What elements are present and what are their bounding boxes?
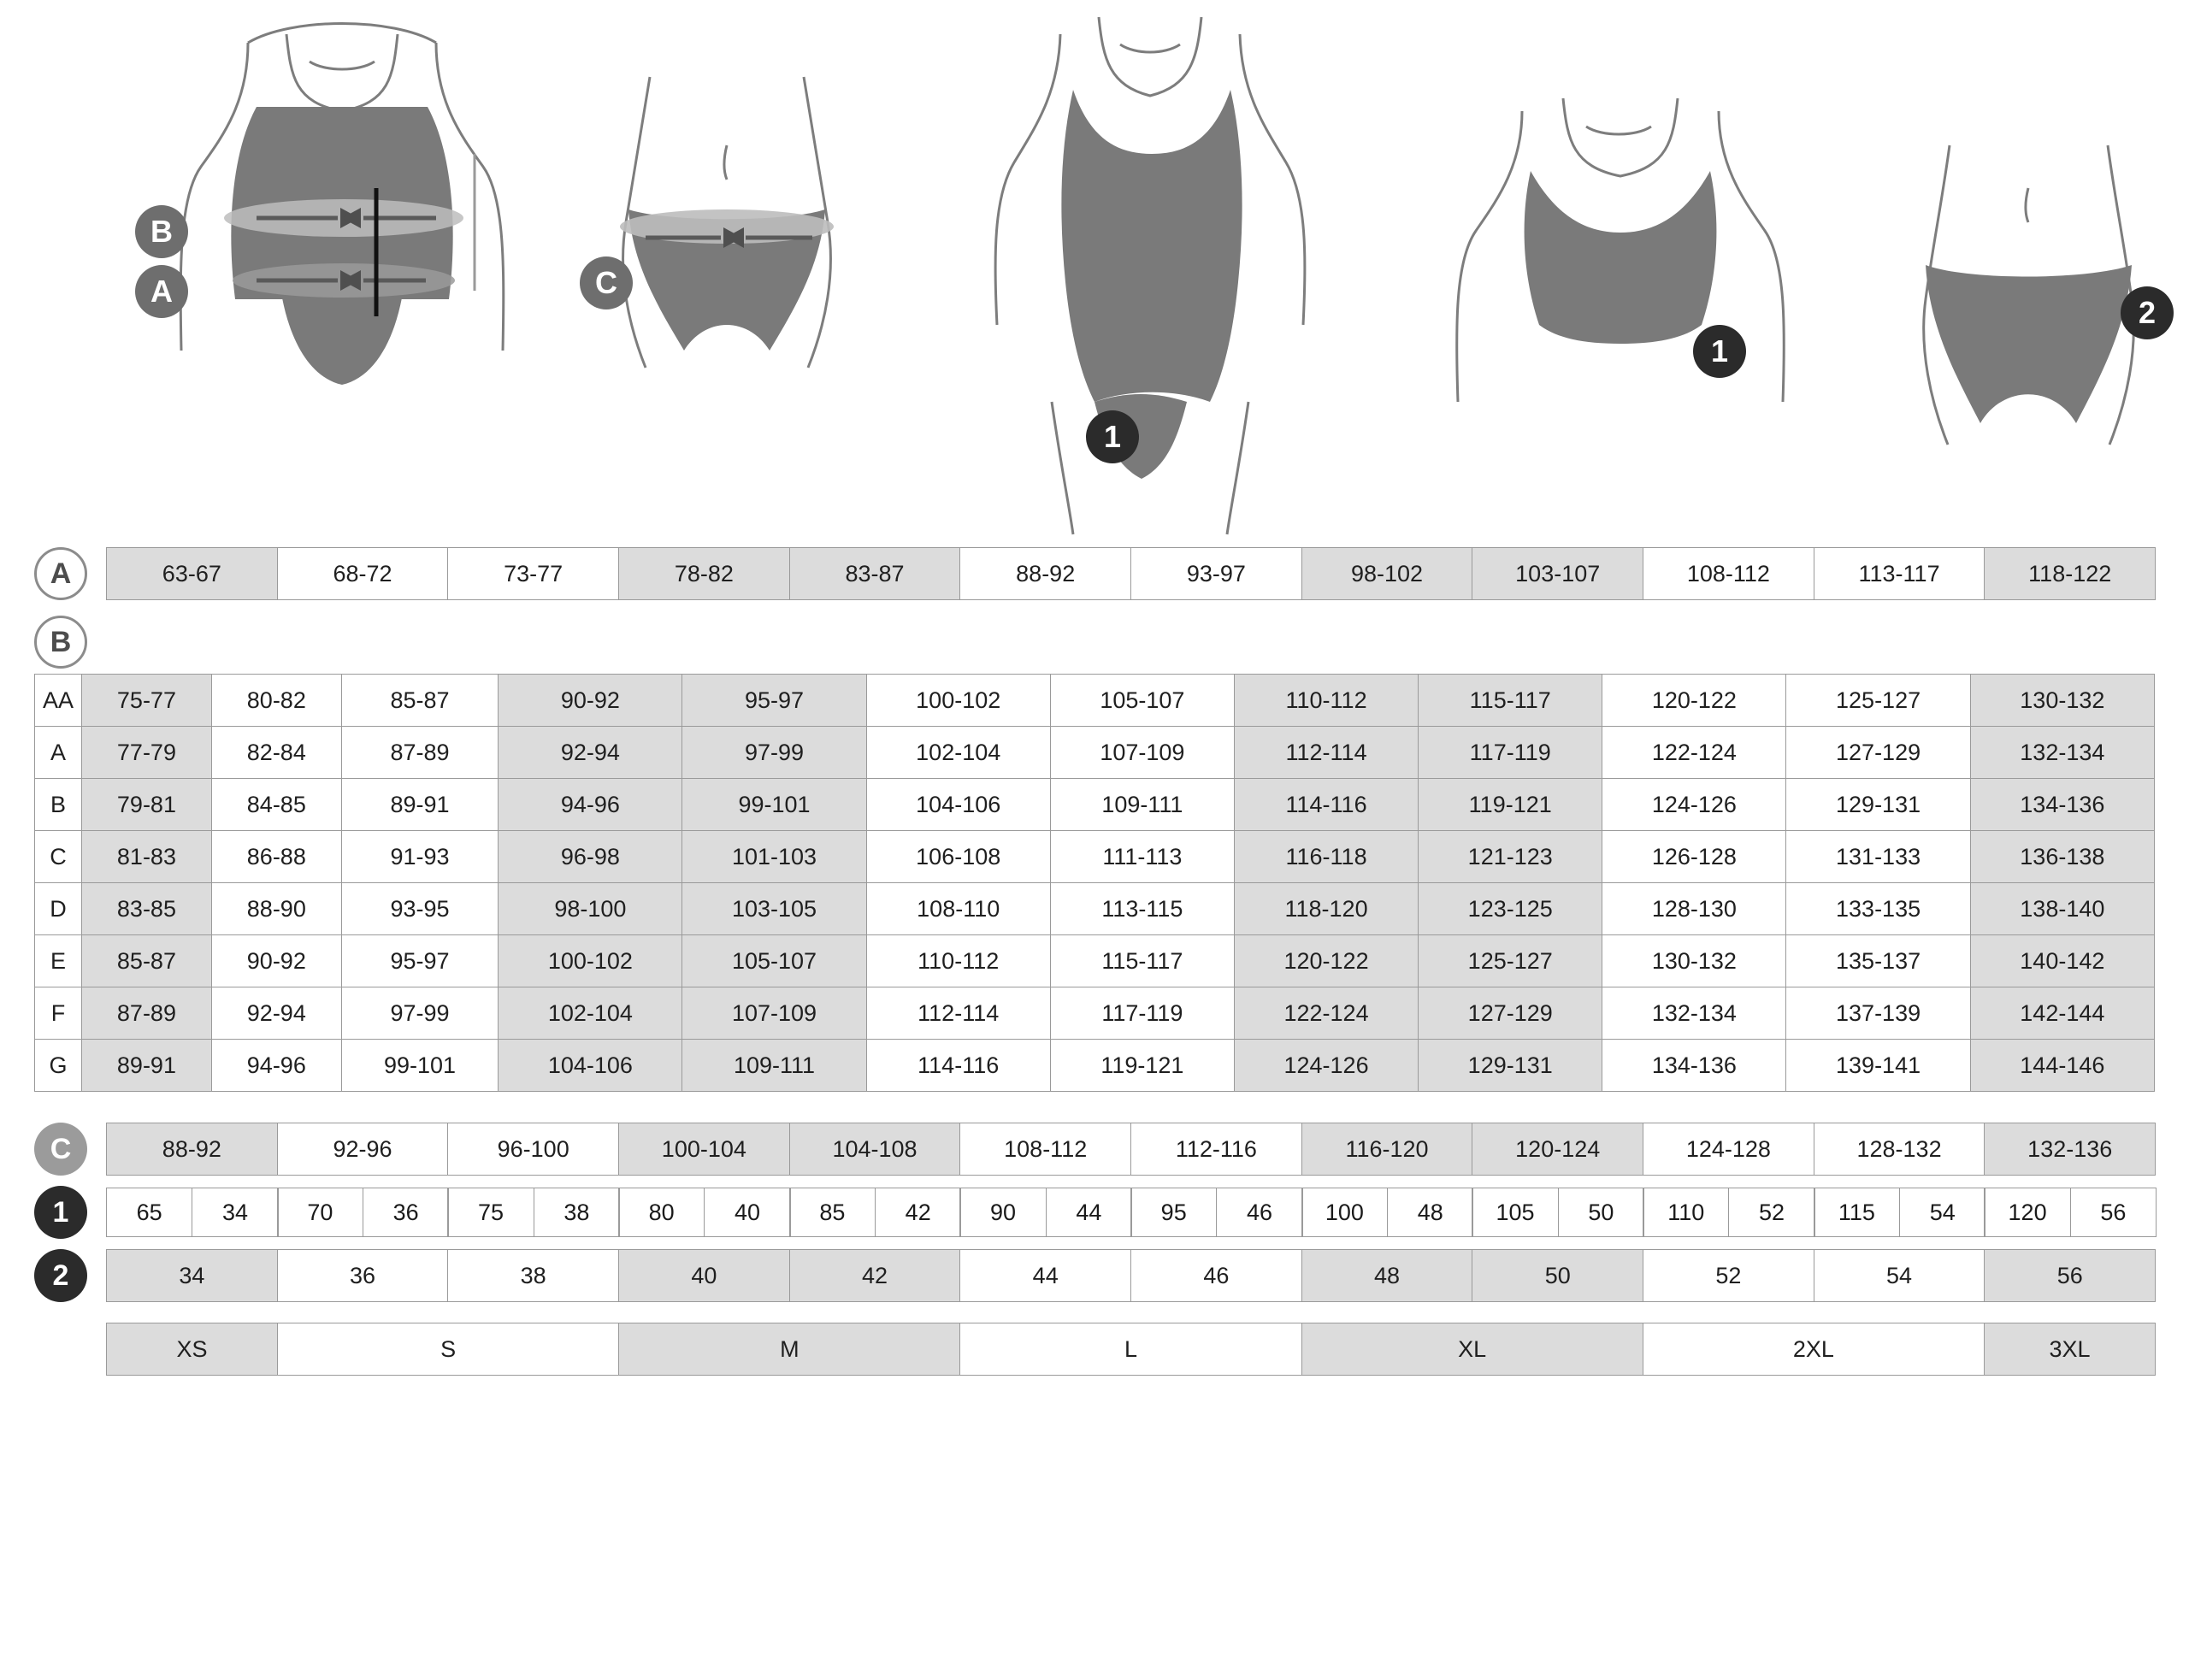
cell: 107-109 — [1050, 727, 1234, 779]
figure-badge-B: B — [135, 205, 188, 258]
cell: 89-91 — [341, 779, 499, 831]
swimsuit-figure — [958, 0, 1334, 551]
cell: 129-131 — [1419, 1040, 1602, 1092]
cell: 78-82 — [618, 547, 790, 600]
cell: 139-141 — [1786, 1040, 1970, 1092]
dual-cell — [1814, 1188, 1985, 1237]
cell: 75-77 — [82, 675, 212, 727]
figure-badge-1-bra: 1 — [1693, 325, 1746, 378]
cell: 108-112 — [1643, 547, 1814, 600]
cell: 86-88 — [211, 831, 341, 883]
cell: 99-101 — [682, 779, 866, 831]
cell: 124-128 — [1643, 1123, 1814, 1176]
cell: M — [618, 1323, 960, 1376]
cell: 106-108 — [866, 831, 1050, 883]
cell: 118-122 — [1984, 547, 2156, 600]
table-row — [35, 987, 2155, 1040]
dual-cell — [959, 1188, 1131, 1237]
cell: 109-111 — [682, 1040, 866, 1092]
cell: 116-118 — [1234, 831, 1418, 883]
dual-cell — [1643, 1188, 1814, 1237]
cell: 118-120 — [1234, 883, 1418, 935]
cell: 93-97 — [1130, 547, 1302, 600]
cell: 101-103 — [682, 831, 866, 883]
figure-badge-A: A — [135, 265, 188, 318]
table-row — [35, 675, 2155, 727]
cell: 52 — [1728, 1188, 1814, 1237]
cell: 113-115 — [1050, 883, 1234, 935]
cell: 42 — [789, 1249, 961, 1302]
dual-cell — [789, 1188, 961, 1237]
cell: 68-72 — [277, 547, 449, 600]
cell: 108-110 — [866, 883, 1050, 935]
cell: 81-83 — [82, 831, 212, 883]
cell: 38 — [534, 1188, 620, 1237]
cell: 85-87 — [341, 675, 499, 727]
cell: 110 — [1643, 1188, 1729, 1237]
cell: 34 — [192, 1188, 278, 1237]
cell: 132-136 — [1984, 1123, 2156, 1176]
cell: 44 — [1046, 1188, 1132, 1237]
cell: 56 — [1984, 1249, 2156, 1302]
cell: 100 — [1301, 1188, 1388, 1237]
cell: 46 — [1216, 1188, 1302, 1237]
cell: 80-82 — [211, 675, 341, 727]
cell: 144-146 — [1970, 1040, 2154, 1092]
table-row — [35, 883, 2155, 935]
cell: 123-125 — [1419, 883, 1602, 935]
cell: 46 — [1130, 1249, 1302, 1302]
cell: 111-113 — [1050, 831, 1234, 883]
dual-cell — [447, 1188, 619, 1237]
row-A — [34, 547, 2155, 600]
cell: L — [959, 1323, 1301, 1376]
cell: 88-90 — [211, 883, 341, 935]
bra-top-figure — [1411, 77, 1838, 526]
cup-label: AA — [35, 675, 82, 727]
cell: 107-109 — [682, 987, 866, 1040]
row-1 — [34, 1186, 2155, 1239]
cell: 75 — [447, 1188, 534, 1237]
cell: 96-98 — [499, 831, 682, 883]
cell: 121-123 — [1419, 831, 1602, 883]
cell: 95-97 — [341, 935, 499, 987]
cell: 92-94 — [499, 727, 682, 779]
cell: 2XL — [1643, 1323, 1985, 1376]
cell: 136-138 — [1970, 831, 2154, 883]
cell: 129-131 — [1786, 779, 1970, 831]
row-B-label-area — [34, 610, 2155, 674]
cell: 98-100 — [499, 883, 682, 935]
cell: 138-140 — [1970, 883, 2154, 935]
cell: 137-139 — [1786, 987, 1970, 1040]
dual-cell — [277, 1188, 449, 1237]
cell: 73-77 — [447, 547, 619, 600]
cell: 54 — [1899, 1188, 1985, 1237]
row-label-2: 2 — [34, 1249, 87, 1302]
illustrations-area — [34, 0, 2155, 547]
cell: 92-96 — [277, 1123, 449, 1176]
cell: 105-107 — [1050, 675, 1234, 727]
cell: 130-132 — [1970, 675, 2154, 727]
cell: 88-92 — [106, 1123, 278, 1176]
cell: 120-122 — [1234, 935, 1418, 987]
cell: 90-92 — [499, 675, 682, 727]
cell: 98-102 — [1301, 547, 1473, 600]
cell: 127-129 — [1786, 727, 1970, 779]
cell: 36 — [277, 1249, 449, 1302]
row-C — [34, 1123, 2155, 1176]
row-letter-sizes — [34, 1323, 2155, 1376]
dual-cell — [1472, 1188, 1643, 1237]
cell: 42 — [875, 1188, 961, 1237]
cup-label: G — [35, 1040, 82, 1092]
cell: 122-124 — [1234, 987, 1418, 1040]
row-2-cells — [106, 1249, 2155, 1302]
table-row — [35, 831, 2155, 883]
cell: 65 — [106, 1188, 192, 1237]
cell: 103-107 — [1472, 547, 1643, 600]
cell: 109-111 — [1050, 779, 1234, 831]
cell: 83-87 — [789, 547, 961, 600]
cell: XS — [106, 1323, 278, 1376]
cell: 131-133 — [1786, 831, 1970, 883]
cell: 134-136 — [1602, 1040, 1786, 1092]
cell: 135-137 — [1786, 935, 1970, 987]
cup-label: B — [35, 779, 82, 831]
cell: 50 — [1472, 1249, 1643, 1302]
cell: 126-128 — [1602, 831, 1786, 883]
cell: 97-99 — [341, 987, 499, 1040]
cell: 48 — [1301, 1249, 1473, 1302]
cup-size-table — [34, 674, 2155, 1092]
cell: 113-117 — [1814, 547, 1985, 600]
dual-cell — [1984, 1188, 2156, 1237]
cell: 134-136 — [1970, 779, 2154, 831]
cell: 119-121 — [1050, 1040, 1234, 1092]
cell: 3XL — [1984, 1323, 2156, 1376]
table-row — [35, 727, 2155, 779]
cell: 85-87 — [82, 935, 212, 987]
cell: 79-81 — [82, 779, 212, 831]
cell: 104-108 — [789, 1123, 961, 1176]
row-A-cells — [106, 547, 2155, 600]
cell: 70 — [277, 1188, 363, 1237]
cell: 94-96 — [499, 779, 682, 831]
cell: 89-91 — [82, 1040, 212, 1092]
cell: 52 — [1643, 1249, 1814, 1302]
cell: S — [277, 1323, 619, 1376]
row-label-1: 1 — [34, 1186, 87, 1239]
figure-badge-2-briefs: 2 — [2121, 286, 2174, 339]
cell: 97-99 — [682, 727, 866, 779]
cell: 130-132 — [1602, 935, 1786, 987]
cell: 104-106 — [499, 1040, 682, 1092]
cell: 112-116 — [1130, 1123, 1302, 1176]
cell: 63-67 — [106, 547, 278, 600]
bust-underbust-figure — [120, 9, 564, 543]
cell: 90 — [959, 1188, 1046, 1237]
cell: 128-132 — [1814, 1123, 1985, 1176]
cell: 38 — [447, 1249, 619, 1302]
dual-cell — [1130, 1188, 1302, 1237]
cell: 99-101 — [341, 1040, 499, 1092]
cell: 142-144 — [1970, 987, 2154, 1040]
cell: 56 — [2070, 1188, 2157, 1237]
cell: 91-93 — [341, 831, 499, 883]
figure-badge-1-swimsuit: 1 — [1086, 410, 1139, 463]
hips-figure — [564, 9, 889, 543]
letter-size-cells — [106, 1323, 2155, 1376]
cell: 92-94 — [211, 987, 341, 1040]
cell: 48 — [1387, 1188, 1473, 1237]
cell: 40 — [618, 1249, 790, 1302]
cell: 105 — [1472, 1188, 1558, 1237]
cell: 102-104 — [866, 727, 1050, 779]
cell: 115 — [1814, 1188, 1900, 1237]
cell: 125-127 — [1786, 675, 1970, 727]
cell: 44 — [959, 1249, 1131, 1302]
row-1-cells — [106, 1188, 2155, 1237]
cell: 95 — [1130, 1188, 1217, 1237]
row-label-C: C — [34, 1123, 87, 1176]
cell: 124-126 — [1602, 779, 1786, 831]
cell: 114-116 — [1234, 779, 1418, 831]
cell: 100-102 — [499, 935, 682, 987]
cell: 117-119 — [1050, 987, 1234, 1040]
cell: 122-124 — [1602, 727, 1786, 779]
cell: 77-79 — [82, 727, 212, 779]
cell: 112-114 — [866, 987, 1050, 1040]
row-2 — [34, 1249, 2155, 1302]
figure-badge-C: C — [580, 256, 633, 309]
cell: 132-134 — [1970, 727, 2154, 779]
cell: 50 — [1558, 1188, 1644, 1237]
cell: 119-121 — [1419, 779, 1602, 831]
cell: XL — [1301, 1323, 1643, 1376]
cup-label: A — [35, 727, 82, 779]
cell: 110-112 — [866, 935, 1050, 987]
cell: 132-134 — [1602, 987, 1786, 1040]
cell: 88-92 — [959, 547, 1131, 600]
cell: 103-105 — [682, 883, 866, 935]
cell: 120-124 — [1472, 1123, 1643, 1176]
cell: 120 — [1984, 1188, 2070, 1237]
cell: 84-85 — [211, 779, 341, 831]
cell: 96-100 — [447, 1123, 619, 1176]
cell: 102-104 — [499, 987, 682, 1040]
cell: 116-120 — [1301, 1123, 1473, 1176]
dual-cell — [1301, 1188, 1473, 1237]
cell: 108-112 — [959, 1123, 1131, 1176]
cell: 87-89 — [82, 987, 212, 1040]
cell: 117-119 — [1419, 727, 1602, 779]
cell: 80 — [618, 1188, 705, 1237]
cell: 93-95 — [341, 883, 499, 935]
cell: 133-135 — [1786, 883, 1970, 935]
cell: 87-89 — [341, 727, 499, 779]
cell: 127-129 — [1419, 987, 1602, 1040]
row-label-A: A — [34, 547, 87, 600]
dual-cell — [618, 1188, 790, 1237]
cell: 112-114 — [1234, 727, 1418, 779]
cell: 54 — [1814, 1249, 1985, 1302]
cell: 114-116 — [866, 1040, 1050, 1092]
table-row — [35, 779, 2155, 831]
cell: 100-102 — [866, 675, 1050, 727]
row-C-cells — [106, 1123, 2155, 1176]
cell: 128-130 — [1602, 883, 1786, 935]
cup-label: E — [35, 935, 82, 987]
cup-label: F — [35, 987, 82, 1040]
cell: 90-92 — [211, 935, 341, 987]
cell: 124-126 — [1234, 1040, 1418, 1092]
briefs-figure — [1873, 128, 2180, 534]
cell: 125-127 — [1419, 935, 1602, 987]
cell: 104-106 — [866, 779, 1050, 831]
cell: 115-117 — [1050, 935, 1234, 987]
cell: 34 — [106, 1249, 278, 1302]
cell: 100-104 — [618, 1123, 790, 1176]
table-row — [35, 935, 2155, 987]
dual-cell — [106, 1188, 278, 1237]
cell: 115-117 — [1419, 675, 1602, 727]
cell: 140-142 — [1970, 935, 2154, 987]
cell: 40 — [704, 1188, 790, 1237]
row-label-B: B — [34, 616, 87, 669]
cell: 95-97 — [682, 675, 866, 727]
cell: 110-112 — [1234, 675, 1418, 727]
cell: 120-122 — [1602, 675, 1786, 727]
cup-label: D — [35, 883, 82, 935]
cell: 85 — [789, 1188, 876, 1237]
table-row — [35, 1040, 2155, 1092]
cup-label: C — [35, 831, 82, 883]
cell: 94-96 — [211, 1040, 341, 1092]
cell: 83-85 — [82, 883, 212, 935]
cell: 82-84 — [211, 727, 341, 779]
cell: 36 — [363, 1188, 449, 1237]
cell: 105-107 — [682, 935, 866, 987]
